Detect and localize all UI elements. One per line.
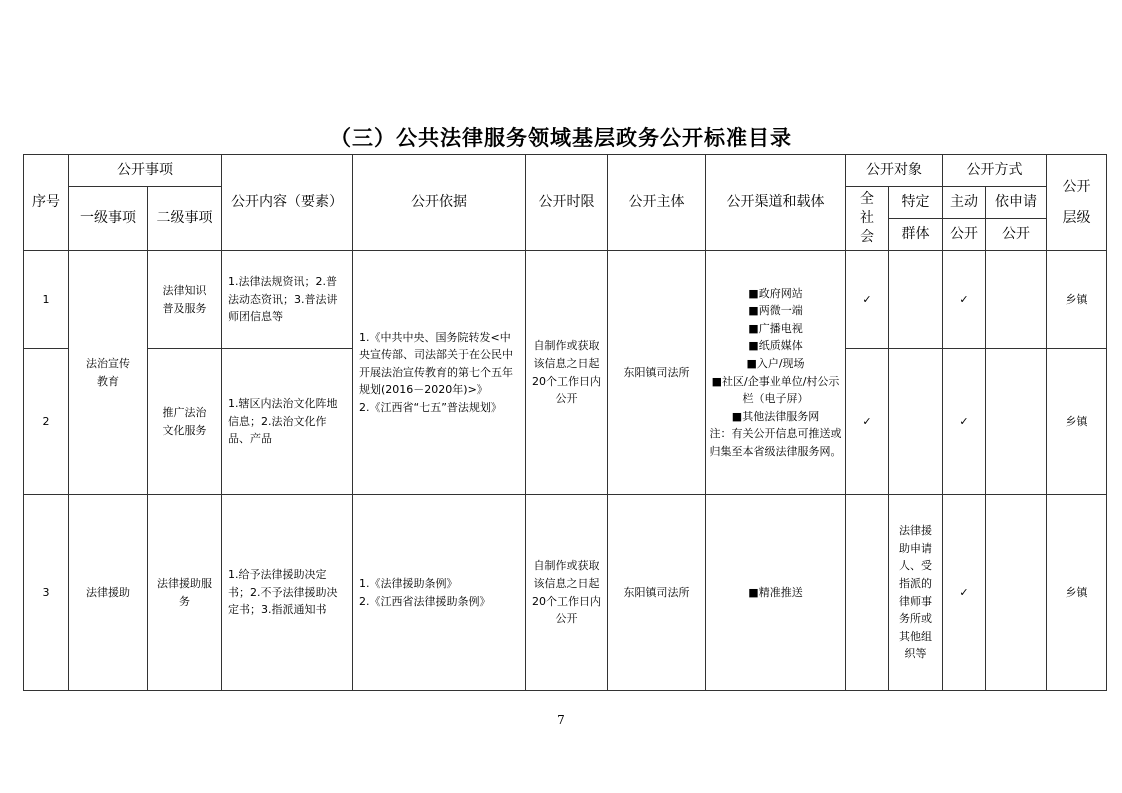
page-number: 7 xyxy=(557,713,565,727)
row-level1: 法治宣传教育 xyxy=(69,251,148,495)
row-basis-item: 1.《法律援助条例》 xyxy=(359,576,458,590)
header-level2: 二级事项 xyxy=(148,187,222,251)
header-method-active-1: 主动 xyxy=(943,187,986,219)
header-method-active-2: 公开 xyxy=(943,219,986,251)
row-method-request xyxy=(986,349,1047,495)
row-level1: 法律援助 xyxy=(69,495,148,691)
row-basis-item: 2.《江西省法律援助条例》 xyxy=(359,594,491,608)
check-method-active: ✓ xyxy=(943,495,986,691)
check-method-active: ✓ xyxy=(943,251,986,349)
row-content: 1.法律法规资讯；2.普法动态资讯；3.普法讲师团信息等 xyxy=(222,251,353,349)
header-seq: 序号 xyxy=(24,155,69,251)
row-basis xyxy=(353,495,526,691)
header-subject: 公开主体 xyxy=(608,155,706,251)
row-seq: 2 xyxy=(24,349,69,495)
header-method-request-2: 公开 xyxy=(986,219,1047,251)
header-row-1 xyxy=(24,155,1107,187)
row-target-specific: 法律援助申请人、受指派的律师事务所或其他组织等 xyxy=(889,495,943,691)
row-time-limit: 自制作或获取该信息之日起20个工作日内公开 xyxy=(526,495,608,691)
row-subject: 东阳镇司法所 xyxy=(608,251,706,495)
row-basis-item: 2.《江西省“七五”普法规划》 xyxy=(359,400,502,414)
header-method: 公开方式 xyxy=(943,155,1047,187)
row-level2: 法律知识普及服务 xyxy=(148,251,222,349)
row-subject: 东阳镇司法所 xyxy=(608,495,706,691)
header-method-request-1: 依申请 xyxy=(986,187,1047,219)
row-content: 1.辖区内法治文化阵地信息；2.法治文化作品、产品 xyxy=(222,349,353,495)
header-level-line2: 层级 xyxy=(1062,209,1091,226)
row-time-limit: 自制作或获取该信息之日起20个工作日内公开 xyxy=(526,251,608,495)
row-target-all xyxy=(846,495,889,691)
header-level1: 一级事项 xyxy=(69,187,148,251)
channel-item: ■精准推送 xyxy=(748,585,803,599)
channel-item: ■入户/现场 xyxy=(746,356,805,370)
header-target: 公开对象 xyxy=(846,155,943,187)
row-channels xyxy=(706,251,846,495)
row-level: 乡镇 xyxy=(1047,349,1107,495)
row-level2: 法律援助服务 xyxy=(148,495,222,691)
row-basis-item: 1.《中共中央、国务院转发<中央宣传部、司法部关于在公民中开展法治宣传教育的第七个五年规划(2016－2020年)>》 xyxy=(359,330,513,397)
header-items: 公开事项 xyxy=(69,155,222,187)
table-row xyxy=(24,495,1107,691)
check-method-active: ✓ xyxy=(943,349,986,495)
channel-item: ■其他法律服务网 xyxy=(731,409,820,423)
row-content: 1.给予法律援助决定书；2.不予法律援助决定书；3.指派通知书 xyxy=(222,495,353,691)
row-level: 乡镇 xyxy=(1047,251,1107,349)
row-seq: 3 xyxy=(24,495,69,691)
header-level xyxy=(1047,155,1107,251)
header-target-specific-1: 特定 xyxy=(889,187,943,219)
channel-item: ■两微一端 xyxy=(748,304,803,318)
check-target-all: ✓ xyxy=(846,251,889,349)
row-method-request xyxy=(986,495,1047,691)
channel-item: ■纸质媒体 xyxy=(748,339,803,353)
row-target-specific xyxy=(889,251,943,349)
row-method-request xyxy=(986,251,1047,349)
header-target-specific-2: 群体 xyxy=(889,219,943,251)
header-level-line1: 公开 xyxy=(1062,178,1091,195)
channel-note: 注：有关公开信息可推送或归集至本省级法律服务网。 xyxy=(709,427,842,458)
row-level: 乡镇 xyxy=(1047,495,1107,691)
channel-item: ■广播电视 xyxy=(748,321,803,335)
check-target-all: ✓ xyxy=(846,349,889,495)
row-basis xyxy=(353,251,526,495)
row-channels xyxy=(706,495,846,691)
header-target-all: 全社会 xyxy=(846,187,889,251)
header-channel: 公开渠道和载体 xyxy=(706,155,846,251)
row-seq: 1 xyxy=(24,251,69,349)
header-content: 公开内容（要素） xyxy=(222,155,353,251)
header-time-limit: 公开时限 xyxy=(526,155,608,251)
channel-item: ■社区/企事业单位/村公示栏（电子屏） xyxy=(711,374,840,406)
channel-item: ■政府网站 xyxy=(748,286,803,300)
row-level2: 推广法治文化服务 xyxy=(148,349,222,495)
header-basis: 公开依据 xyxy=(353,155,526,251)
page-title: （三）公共法律服务领域基层政务公开标准目录 xyxy=(330,126,792,150)
row-target-specific xyxy=(889,349,943,495)
catalog-table xyxy=(23,154,1107,691)
table-row xyxy=(24,251,1107,349)
